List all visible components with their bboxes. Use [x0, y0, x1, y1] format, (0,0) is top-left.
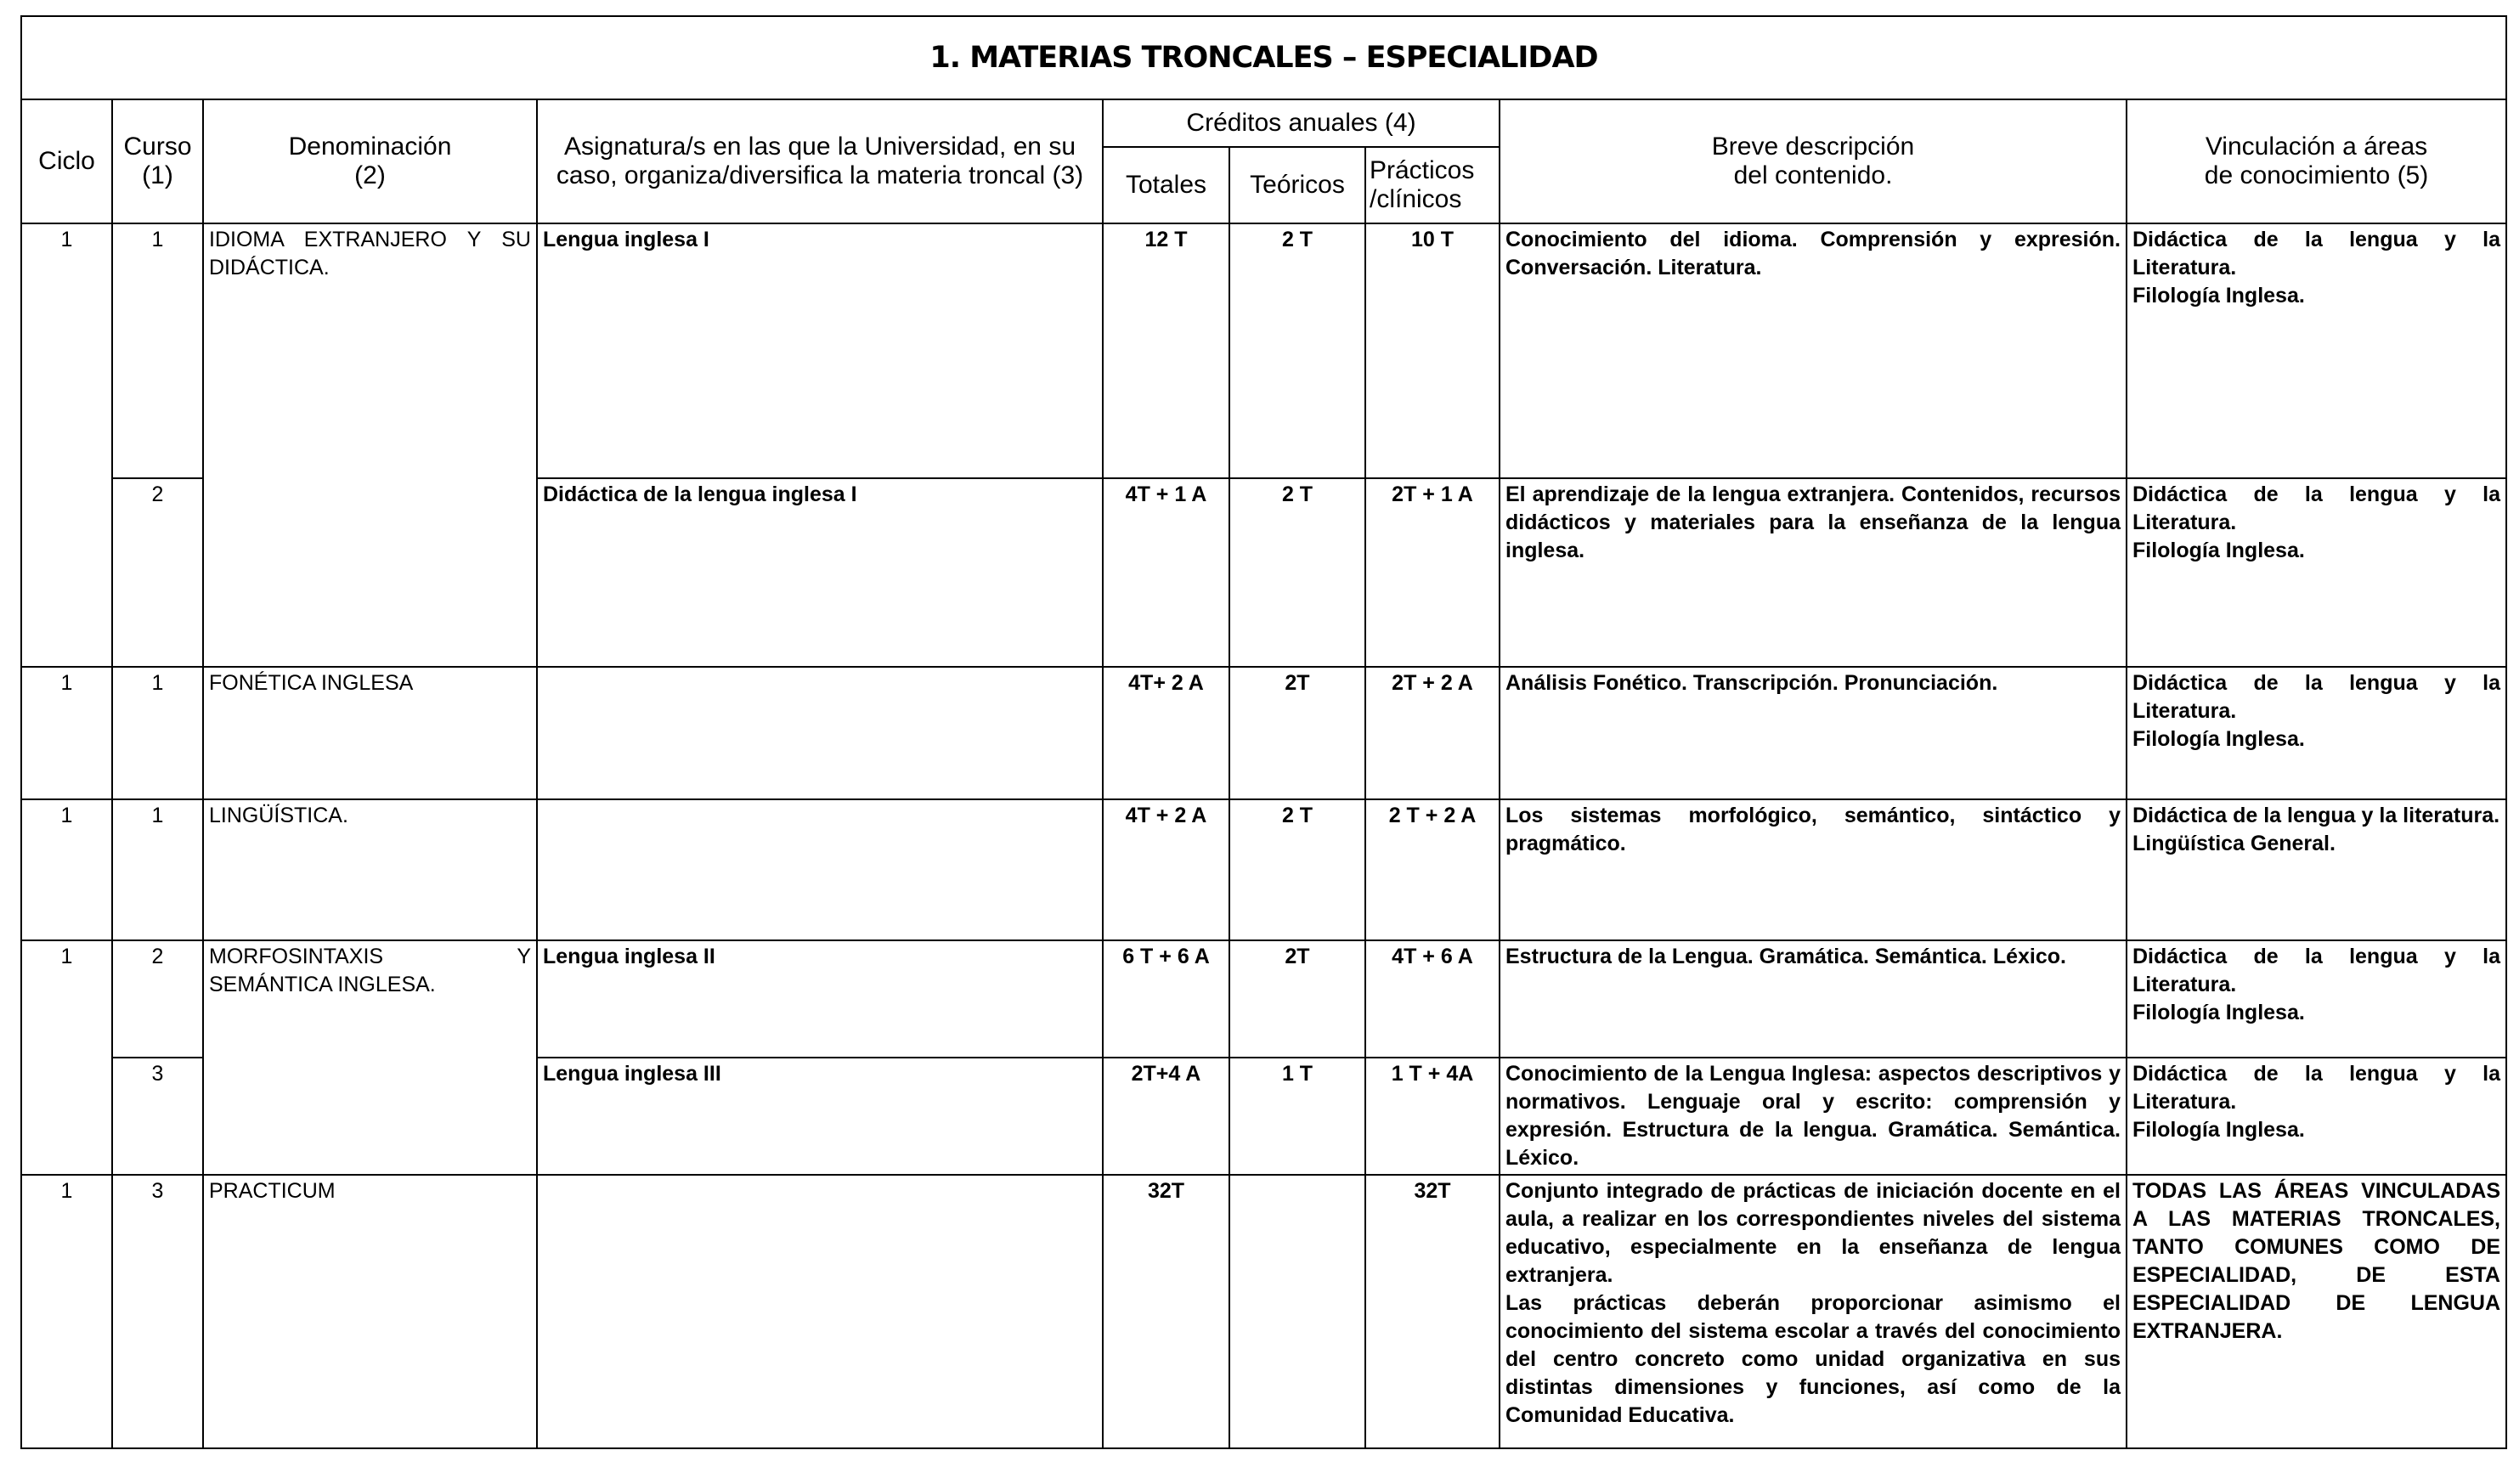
table-title: 1. MATERIAS TRONCALES – ESPECIALIDAD [21, 16, 2506, 99]
practicos-cell: 4T + 6 A [1365, 940, 1500, 1058]
practicos-cell: 2 T + 2 A [1365, 799, 1500, 940]
asignatura-cell: Lengua inglesa II [537, 940, 1103, 1058]
totales-cell: 2T+4 A [1103, 1058, 1229, 1175]
curso-cell: 3 [112, 1058, 203, 1175]
curso-cell: 3 [112, 1175, 203, 1448]
asignatura-cell: Didáctica de la lengua inglesa I [537, 478, 1103, 667]
descripcion-cell: Conocimiento del idioma. Comprensión y expresión. Conversación. Literatura. [1500, 223, 2127, 478]
asignatura-cell: Lengua inglesa I [537, 223, 1103, 478]
totales-cell: 4T + 2 A [1103, 799, 1229, 940]
vinculacion-cell: Didáctica de la lengua y la Literatura. Filología Inglesa. [2127, 478, 2506, 667]
teoricos-cell: 2T [1229, 667, 1365, 799]
asignatura-cell [537, 667, 1103, 799]
practicos-cell: 32T [1365, 1175, 1500, 1448]
table-row [21, 223, 2506, 478]
header-descripcion: Breve descripción del contenido. [1500, 99, 2127, 223]
teoricos-cell: 2 T [1229, 478, 1365, 667]
header-creditos: Créditos anuales (4) [1103, 99, 1500, 147]
descripcion-cell: Estructura de la Lengua. Gramática. Semántica. Léxico. [1500, 940, 2127, 1058]
practicos-cell: 1 T + 4A [1365, 1058, 1500, 1175]
denominacion-cell: IDIOMA EXTRANJERO Y SU DIDÁCTICA. [203, 223, 537, 667]
header-curso: Curso (1) [112, 99, 203, 223]
denominacion-cell: PRACTICUM [203, 1175, 537, 1448]
table-row [21, 940, 2506, 1058]
totales-cell: 4T+ 2 A [1103, 667, 1229, 799]
totales-cell: 6 T + 6 A [1103, 940, 1229, 1058]
vinculacion-cell: Didáctica de la lengua y la Literatura. Filología Inglesa. [2127, 223, 2506, 478]
totales-cell: 12 T [1103, 223, 1229, 478]
header-vinculacion: Vinculación a áreas de conocimiento (5) [2127, 99, 2506, 223]
teoricos-cell: 2 T [1229, 799, 1365, 940]
teoricos-cell: 2T [1229, 940, 1365, 1058]
header-totales: Totales [1103, 147, 1229, 223]
curso-cell: 1 [112, 799, 203, 940]
descripcion-cell: Análisis Fonético. Transcripción. Pronunciación. [1500, 667, 2127, 799]
table-row [21, 799, 2506, 940]
totales-cell: 32T [1103, 1175, 1229, 1448]
practicos-cell: 2T + 1 A [1365, 478, 1500, 667]
teoricos-cell [1229, 1175, 1365, 1448]
asignatura-cell: Lengua inglesa III [537, 1058, 1103, 1175]
curso-cell: 1 [112, 223, 203, 478]
ciclo-cell: 1 [21, 799, 112, 940]
header-asignaturas: Asignatura/s en las que la Universidad, en su caso, organiza/diversifica la materia troncal (3) [537, 99, 1103, 223]
denominacion-cell: MORFOSINTAXIS Y SEMÁNTICA INGLESA. [203, 940, 537, 1175]
table-row [21, 667, 2506, 799]
materias-troncales-table [20, 15, 2507, 1449]
header-practicos: Prácticos /clínicos [1365, 147, 1500, 223]
vinculacion-cell: Didáctica de la lengua y la Literatura. Filología Inglesa. [2127, 667, 2506, 799]
teoricos-cell: 1 T [1229, 1058, 1365, 1175]
header-denominacion: Denominación (2) [203, 99, 537, 223]
descripcion-cell: Conjunto integrado de prácticas de iniciación docente en el aula, a realizar en los correspondientes niveles del sistema educativo, especialmente en la enseñanza de lengua extranjera. Las prácticas deberán proporcionar asimismo el conocimiento del sistema escolar a través del conocimiento del centro concreto como unidad organizativa en sus distintas dimensiones y funciones, así como de la Comunidad Educativa. [1500, 1175, 2127, 1448]
asignatura-cell [537, 1175, 1103, 1448]
practicos-cell: 10 T [1365, 223, 1500, 478]
curso-cell: 1 [112, 667, 203, 799]
descripcion-cell: Los sistemas morfológico, semántico, sintáctico y pragmático. [1500, 799, 2127, 940]
practicos-cell: 2T + 2 A [1365, 667, 1500, 799]
vinculacion-cell: Didáctica de la lengua y la Literatura. Filología Inglesa. [2127, 940, 2506, 1058]
totales-cell: 4T + 1 A [1103, 478, 1229, 667]
ciclo-cell: 1 [21, 1175, 112, 1448]
teoricos-cell: 2 T [1229, 223, 1365, 478]
asignatura-cell [537, 799, 1103, 940]
header-ciclo: Ciclo [21, 99, 112, 223]
table-row [21, 1175, 2506, 1448]
header-teoricos: Teóricos [1229, 147, 1365, 223]
vinculacion-cell: Didáctica de la lengua y la Literatura. Filología Inglesa. [2127, 1058, 2506, 1175]
ciclo-cell: 1 [21, 940, 112, 1175]
vinculacion-cell: Didáctica de la lengua y la literatura. Lingüística General. [2127, 799, 2506, 940]
ciclo-cell: 1 [21, 223, 112, 667]
document-page [20, 15, 2505, 1449]
descripcion-cell: Conocimiento de la Lengua Inglesa: aspectos descriptivos y normativos. Lenguaje oral y escrito: comprensión y expresión. Estructura de la lengua. Gramática. Semántica. Léxico. [1500, 1058, 2127, 1175]
curso-cell: 2 [112, 940, 203, 1058]
ciclo-cell: 1 [21, 667, 112, 799]
curso-cell: 2 [112, 478, 203, 667]
descripcion-cell: El aprendizaje de la lengua extranjera. Contenidos, recursos didácticos y materiales para la enseñanza de la lengua inglesa. [1500, 478, 2127, 667]
denominacion-cell: FONÉTICA INGLESA [203, 667, 537, 799]
denominacion-cell: LINGÜÍSTICA. [203, 799, 537, 940]
vinculacion-cell: TODAS LAS ÁREAS VINCULADAS A LAS MATERIAS TRONCALES, TANTO COMUNES COMO DE ESPECIALIDAD, DE ESTA ESPECIALIDAD DE LENGUA EXTRANJERA. [2127, 1175, 2506, 1448]
